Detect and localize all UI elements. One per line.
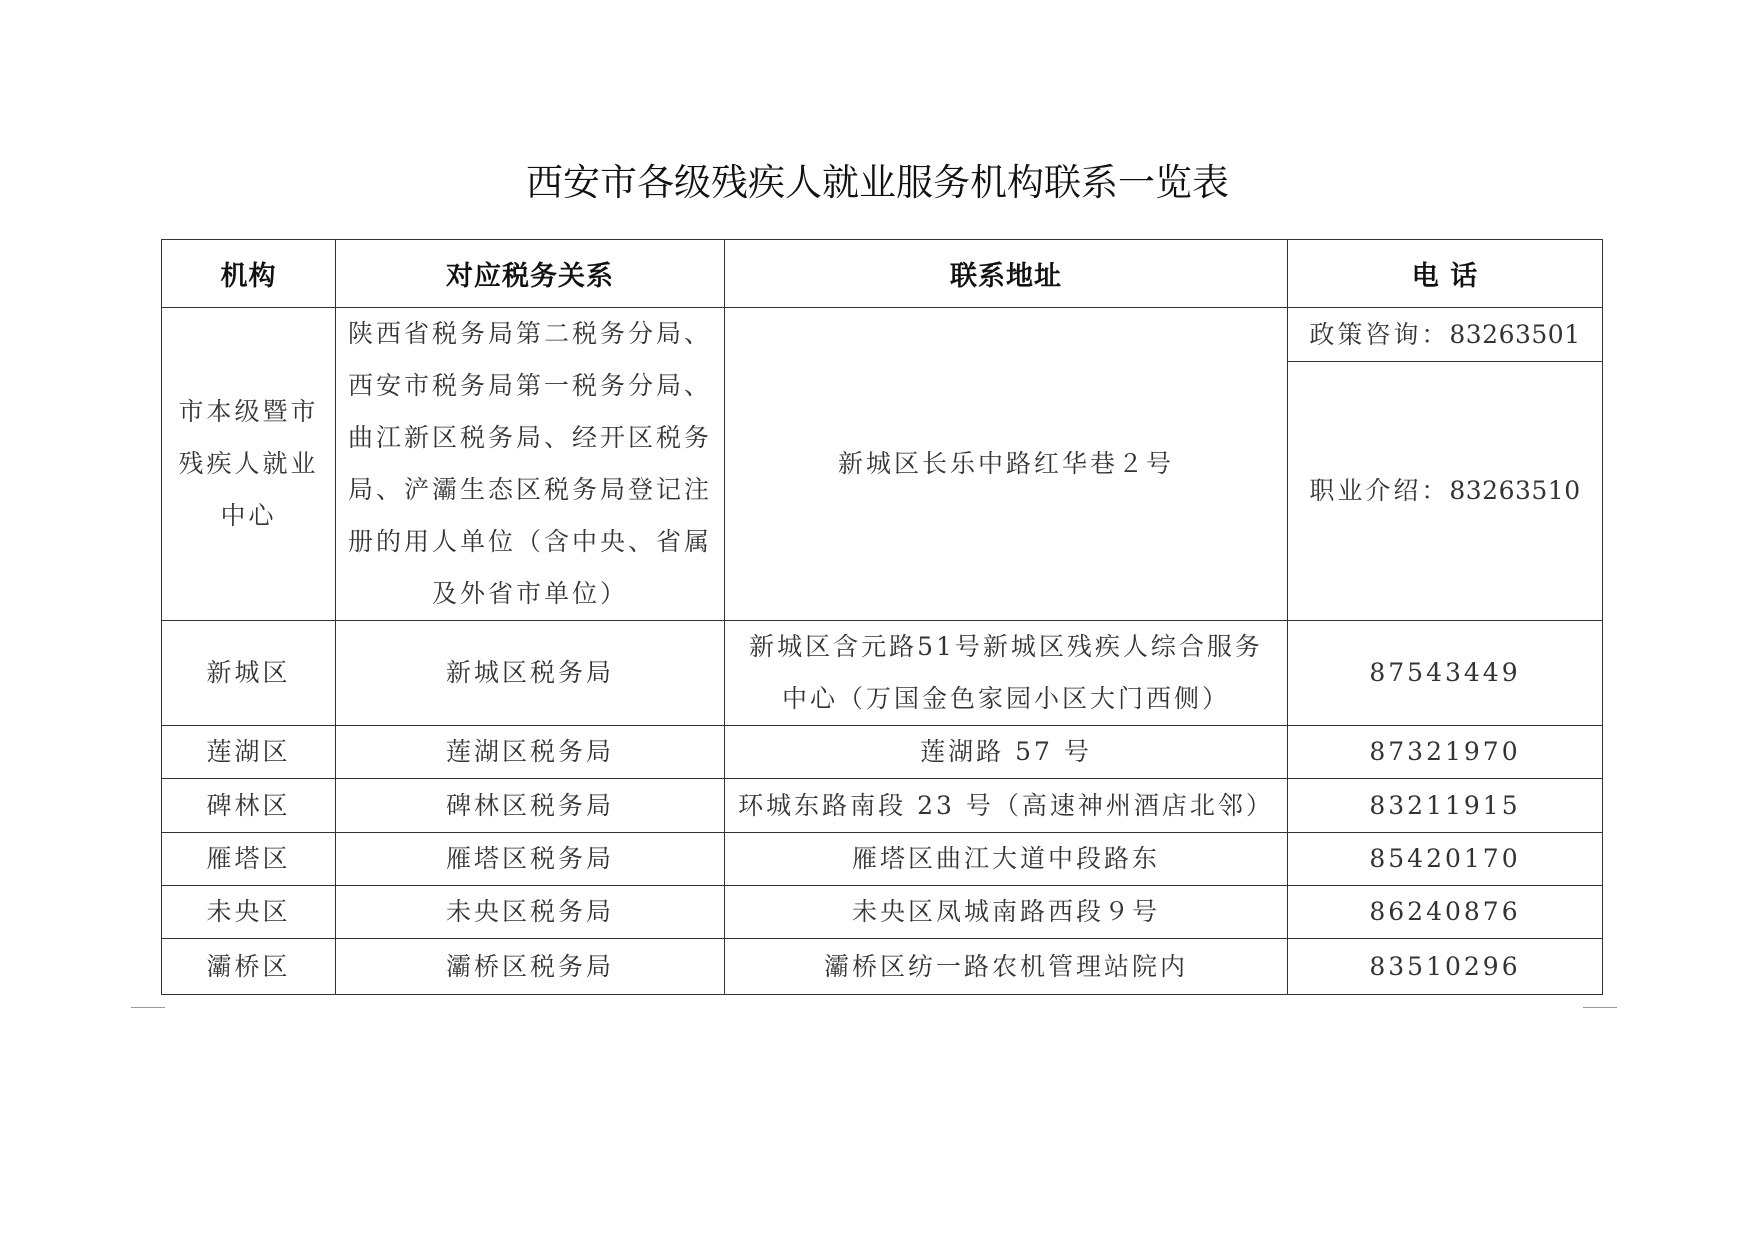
- address-cell: 环城东路南段 23 号（高速神州酒店北邻）: [725, 779, 1288, 833]
- table-row: [162, 886, 1603, 939]
- phone-cell: 86240876: [1288, 886, 1603, 939]
- page-title: 西安市各级残疾人就业服务机构联系一览表: [526, 161, 1229, 204]
- phone-cell: 85420170: [1288, 833, 1603, 886]
- phone-cell: 87543449: [1288, 621, 1603, 726]
- org-cell: 碑林区: [162, 779, 336, 833]
- phone-cell: 83211915: [1288, 779, 1603, 833]
- phone-label: 职业介绍：: [1309, 476, 1450, 506]
- tax-cell: 灞桥区税务局: [336, 939, 725, 995]
- tax-cell: 未央区税务局: [336, 886, 725, 939]
- address-cell: 新城区长乐中路红华巷２号: [725, 308, 1288, 621]
- org-cell: 新城区: [162, 621, 336, 726]
- org-cell: 雁塔区: [162, 833, 336, 886]
- tax-cell: 陕西省税务局第二税务分局、西安市税务局第一税务分局、曲江新区税务局、经开区税务局、浐灞生态区税务局登记注册的用人单位（含中央、省属及外省市单位）: [336, 308, 725, 621]
- header-tax: 对应税务关系: [336, 240, 725, 308]
- address-cell: 新城区含元路51号新城区残疾人综合服务中心（万国金色家园小区大门西侧）: [725, 621, 1288, 726]
- phone-cell: [1288, 362, 1603, 621]
- table-row: [162, 308, 1603, 362]
- tax-cell: 碑林区税务局: [336, 779, 725, 833]
- address-cell: 未央区凤城南路西段９号: [725, 886, 1288, 939]
- address-cell: 灞桥区纺一路农机管理站院内: [725, 939, 1288, 995]
- contacts-table: [161, 239, 1603, 995]
- table-row: [162, 833, 1603, 886]
- header-phone: 电 话: [1288, 240, 1603, 308]
- table-header-row: [162, 240, 1603, 308]
- address-cell: 莲湖路 57 号: [725, 726, 1288, 779]
- page-corner-mark-right: [1583, 1007, 1617, 1008]
- org-cell: 莲湖区: [162, 726, 336, 779]
- table-row: [162, 779, 1603, 833]
- tax-cell: 新城区税务局: [336, 621, 725, 726]
- tax-cell: 莲湖区税务局: [336, 726, 725, 779]
- phone-cell: 83510296: [1288, 939, 1603, 995]
- org-cell: 灞桥区: [162, 939, 336, 995]
- org-cell: 市本级暨市残疾人就业中心: [162, 308, 336, 621]
- phone-value: 83263510: [1449, 476, 1581, 506]
- tax-cell: 雁塔区税务局: [336, 833, 725, 886]
- phone-value: 83263501: [1449, 319, 1581, 349]
- header-org: 机构: [162, 240, 336, 308]
- table-row: [162, 726, 1603, 779]
- org-cell: 未央区: [162, 886, 336, 939]
- phone-cell: [1288, 308, 1603, 362]
- table-row: [162, 939, 1603, 995]
- phone-cell: 87321970: [1288, 726, 1603, 779]
- table-row: [162, 621, 1603, 726]
- address-cell: 雁塔区曲江大道中段路东: [725, 833, 1288, 886]
- header-address: 联系地址: [725, 240, 1288, 308]
- phone-label: 政策咨询：: [1309, 319, 1450, 349]
- page-corner-mark-left: [131, 1007, 165, 1008]
